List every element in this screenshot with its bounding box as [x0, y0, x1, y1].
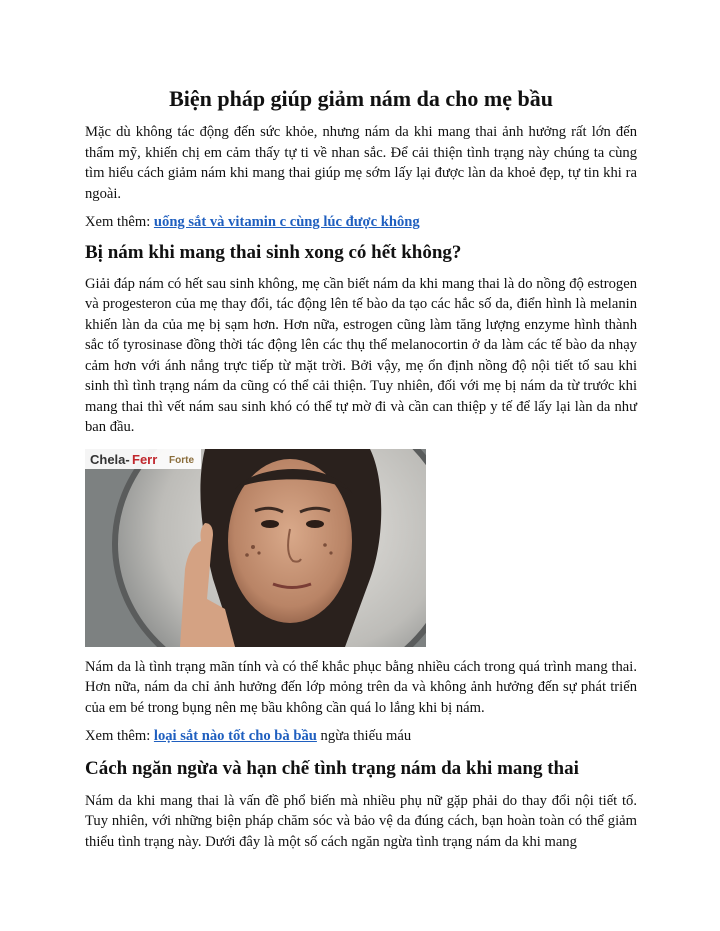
melasma-photo: [85, 449, 426, 647]
see-also-1-link[interactable]: uống sắt và vitamin c cùng lúc được không: [153, 214, 420, 230]
melasma-photo-illustration: [85, 449, 426, 647]
section2-body: Nám da khi mang thai là vấn đề phổ biến mà nhiều phụ nữ gặp phải do thay đổi nội tiết tố. Tuy nhiên, với những biện pháp chăm sóc và bảo vệ da đúng cách, bạn hoàn toàn có thể giảm thiểu tình trạng này. Dưới đây là một số cách ngăn ngừa tình trạng nám da khi mang: [85, 792, 637, 850]
document-page: [85, 0, 637, 852]
section1-body: Giải đáp nám có hết sau sinh không, mẹ cần biết nám da khi mang thai là do nồng độ estrogen và progesteron của mẹ thay đổi, tác động lên tế bào da tạo các hắc số da, điển hình là melanin khiến làn da của mẹ bị sạm hơn. Hơn nữa, estrogen cũng làm tăng lượng enzyme hình thành sắc tố tyrosinase đồng thời tác động lên các thụ thể melanocortin ở da làm các tế bào da nhạy cảm hơn với ánh nắng trực tiếp từ mặt trời. Bởi vậy, mẹ ổn định nồng độ nội tiết tố sau khi sinh thì tình trạng nám da cũng có thể cải thiện. Tuy nhiên, đối với mẹ bị nám da từ trước khi mang thai thì vết nám sau sinh khó có thể tự mờ đi và cần can thiệp y tế để lấy lại làn da như ban đầu.: [85, 275, 637, 435]
see-also-2-suffix: ngừa thiếu máu: [316, 728, 412, 744]
section2-heading: Cách ngăn ngừa và hạn chế tình trạng nám da khi mang thai: [85, 757, 579, 779]
intro-paragraph: Mặc dù không tác động đến sức khỏe, nhưng nám da khi mang thai ảnh hưởng rất lớn đến thẩm mỹ, khiến chị em cảm thấy tự ti về nhan sắc. Để cải thiện tình trạng này chúng ta cùng tìm hiểu cách giảm nám khi mang thai giúp mẹ sớm lấy lại được làn da khoẻ đẹp, tự tin khi ra ngoài.: [85, 124, 637, 202]
logo-text-ferr: Ferr: [132, 451, 158, 467]
see-also-2-link[interactable]: loại sắt nào tốt cho bà bầu: [153, 728, 317, 744]
section1-heading: Bị nám khi mang thai sinh xong có hết không?: [85, 241, 462, 263]
logo-text-forte: Forte: [169, 454, 194, 466]
logo-text-chela: Chela-: [90, 451, 130, 467]
see-also-1: [85, 212, 637, 233]
see-also-1-prefix: Xem thêm:: [85, 214, 154, 230]
page-title: Biện pháp giúp giảm nám da cho mẹ bầu: [169, 86, 553, 111]
see-also-2: [85, 726, 637, 747]
see-also-2-prefix: Xem thêm:: [85, 728, 154, 744]
after-image-paragraph: Nám da là tình trạng mãn tính và có thể khắc phục bằng nhiều cách trong quá trình mang thai. Hơn nữa, nám da chỉ ảnh hưởng đến lớp mỏng trên da và không ảnh hưởng đến sự phát triển của em bé trong bụng nên mẹ bầu không cần quá lo lắng khi bị nám.: [85, 658, 637, 716]
